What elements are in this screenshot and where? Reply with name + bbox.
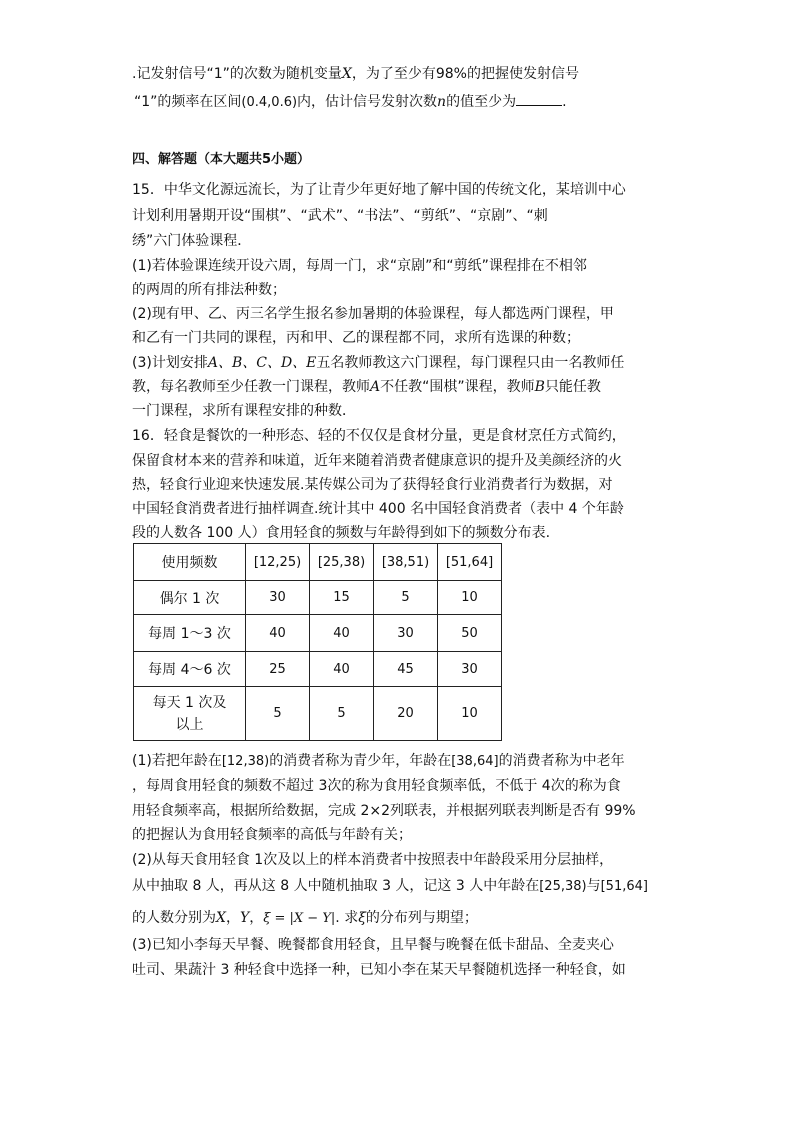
table-cell: 40 <box>310 652 374 687</box>
table-header-cell: 使用频数 <box>134 544 246 581</box>
q16-line: 用轻食频率高，根据所给数据，完成 2×2列联表，并根据列联表判断是否有 99% <box>132 803 636 819</box>
intro-line-1 <box>132 62 672 86</box>
math-variable: ξ <box>358 910 366 926</box>
q16-part1-line-1 <box>132 749 672 774</box>
q16-line: (2)从每天食用轻食 1次及以上的样本消费者中按照表中年龄段采用分层抽样， <box>132 852 614 868</box>
q16-line: 热，轻食行业迎来快速发展.某传媒公司为了获得轻食行业消费者行为数据，对 <box>132 477 613 493</box>
table-cell: 10 <box>438 581 502 615</box>
q16-line: 吐司、果蔬汁 3 种轻食中选择一种，已知小李在某天早餐随机选择一种轻食，如 <box>132 962 626 978</box>
text-run: 从中抽取 8 人，再从这 8 人中随机抽取 3 人，记这 3 人中年龄在 <box>132 878 540 894</box>
text-run: ， <box>249 910 264 926</box>
text-run: . 求 <box>335 910 359 926</box>
math-variable: A、B、C、D、E <box>207 355 317 371</box>
table-cell: 40 <box>246 615 310 652</box>
table-header-cell: [51,64] <box>438 544 502 581</box>
math-variable: n <box>437 94 447 110</box>
q16-line: (3)已知小李每天早餐、晚餐都食用轻食，且早餐与晚餐在低卡甜品、全麦夹心 <box>132 937 614 953</box>
text-run: 五名教师教这六门课程，每门课程只由一名教师任 <box>316 355 625 371</box>
q15-line: (2)现有甲、乙、丙三名学生报名参加暑期的体验课程，每人都选两门课程，甲 <box>132 306 614 322</box>
table-cell: 40 <box>310 615 374 652</box>
math-interval: [25,38) <box>539 879 587 894</box>
math-variable: B <box>534 379 545 395</box>
table-header-row <box>134 544 502 581</box>
q15-line: 绣”六门体验课程． <box>132 233 252 249</box>
q15-line: 和乙有一门共同的课程，丙和甲、乙的课程都不同，求所有选课的种数； <box>132 330 580 346</box>
table-row-label: 偶尔 1 次 <box>134 581 246 615</box>
q15-part3-line-2 <box>132 375 672 399</box>
math-interval: [51,64] <box>600 879 648 894</box>
table-cell: 15 <box>310 581 374 615</box>
table-cell: 45 <box>374 652 438 687</box>
table-row-label: 每天 1 次及以上 <box>134 687 246 741</box>
q15-line: (1)若体验课连续开设六周，每周一门，求“京剧”和“剪纸”课程排在不相邻 <box>132 258 587 274</box>
text-run: 的分布列与期望； <box>365 910 478 926</box>
text-run: 的值至少为 <box>446 94 517 110</box>
table-header-cell: [12,25) <box>246 544 310 581</box>
text-run: 与 <box>586 878 601 894</box>
text-run: 只能任教 <box>544 379 601 395</box>
table-row <box>134 687 502 741</box>
text-run: ， <box>225 910 240 926</box>
q16-line: 段的人数各 100 人）食用轻食的频数与年龄得到如下的频数分布表. <box>132 525 551 541</box>
table-cell: 10 <box>438 687 502 741</box>
table-cell: 50 <box>438 615 502 652</box>
math-interval: [12,38) <box>221 754 270 769</box>
table-cell: 30 <box>246 581 310 615</box>
table-row-label: 每周 1～3 次 <box>134 615 246 652</box>
table-row-label: 每周 4～6 次 <box>134 652 246 687</box>
math-variable: X <box>216 910 226 926</box>
table-cell: 5 <box>246 687 310 741</box>
table-row <box>134 615 502 652</box>
text-run: “1”的频率在区间 <box>134 94 242 110</box>
text-run: ，为了至少有98%的把握使发射信号 <box>351 66 579 82</box>
table-cell: 30 <box>438 652 502 687</box>
math-formula: ξ = |X − Y| <box>263 911 336 926</box>
math-variable: Y <box>239 910 250 926</box>
q15-line: 计划利用暑期开设“围棋”、“武术”、“书法”、“剪纸”、“京剧”、“刺 <box>132 208 548 224</box>
table-header-cell: [25,38) <box>310 544 374 581</box>
math-variable: A <box>370 379 381 395</box>
text-run: 教，每名教师至少任教一门课程，教师 <box>132 379 370 395</box>
table-cell: 5 <box>310 687 374 741</box>
math-variable: X <box>341 66 352 82</box>
q15-line: 一门课程，求所有课程安排的种数． <box>132 403 356 419</box>
q16-part2-line-3 <box>132 906 672 931</box>
section-title: 四、解答题（本大题共5小题） <box>132 152 311 167</box>
intro-line-2 <box>134 89 674 115</box>
text-run: (1)若把年龄在 <box>132 753 222 769</box>
table-row <box>134 652 502 687</box>
answer-blank <box>516 89 562 106</box>
table-cell: 5 <box>374 581 438 615</box>
text-run: .记发射信号“1”的次数为随机变量 <box>132 66 342 82</box>
math-interval: (0.4,0.6) <box>241 95 298 110</box>
q16-line: 中国轻食消费者进行抽样调查.统计其中 400 名中国轻食消费者（表中 4 个年龄 <box>132 501 624 517</box>
table-cell: 25 <box>246 652 310 687</box>
text-run: . <box>562 94 567 110</box>
q15-line: 的两周的所有排法种数； <box>132 282 286 298</box>
text-run: 的消费者称为青少年，年龄在 <box>269 753 452 769</box>
q16-line: 的把握认为食用轻食频率的高低与年龄有关； <box>132 827 412 843</box>
q16-line: 保留食材本来的营养和味道，近年来随着消费者健康意识的提升及美颜经济的火 <box>132 453 622 469</box>
text-run: 内，估计信号发射次数 <box>297 94 438 110</box>
q15-part3-line-1 <box>132 351 672 375</box>
table-row <box>134 581 502 615</box>
text-run: 不任教“围棋”课程，教师 <box>380 379 535 395</box>
table-cell: 30 <box>374 615 438 652</box>
q16-line: ，每周食用轻食的频数不超过 3次的称为食用轻食频率低，不低于 4次的称为食 <box>132 778 621 794</box>
frequency-table <box>133 543 502 741</box>
q15-line: 15．中华文化源远流长，为了让青少年更好地了解中国的传统文化，某培训中心 <box>132 182 626 198</box>
table-header-cell: [38,51) <box>374 544 438 581</box>
q16-line: 16．轻食是餐饮的一种形态、轻的不仅仅是食材分量，更是食材烹任方式简约， <box>132 428 626 444</box>
text-run: (3)计划安排 <box>132 355 208 371</box>
q16-part2-line-2 <box>132 874 672 899</box>
text-run: 的消费者称为中老年 <box>498 753 625 769</box>
table-cell: 20 <box>374 687 438 741</box>
text-run: 的人数分别为 <box>132 910 216 926</box>
math-interval: [38,64] <box>451 754 499 769</box>
